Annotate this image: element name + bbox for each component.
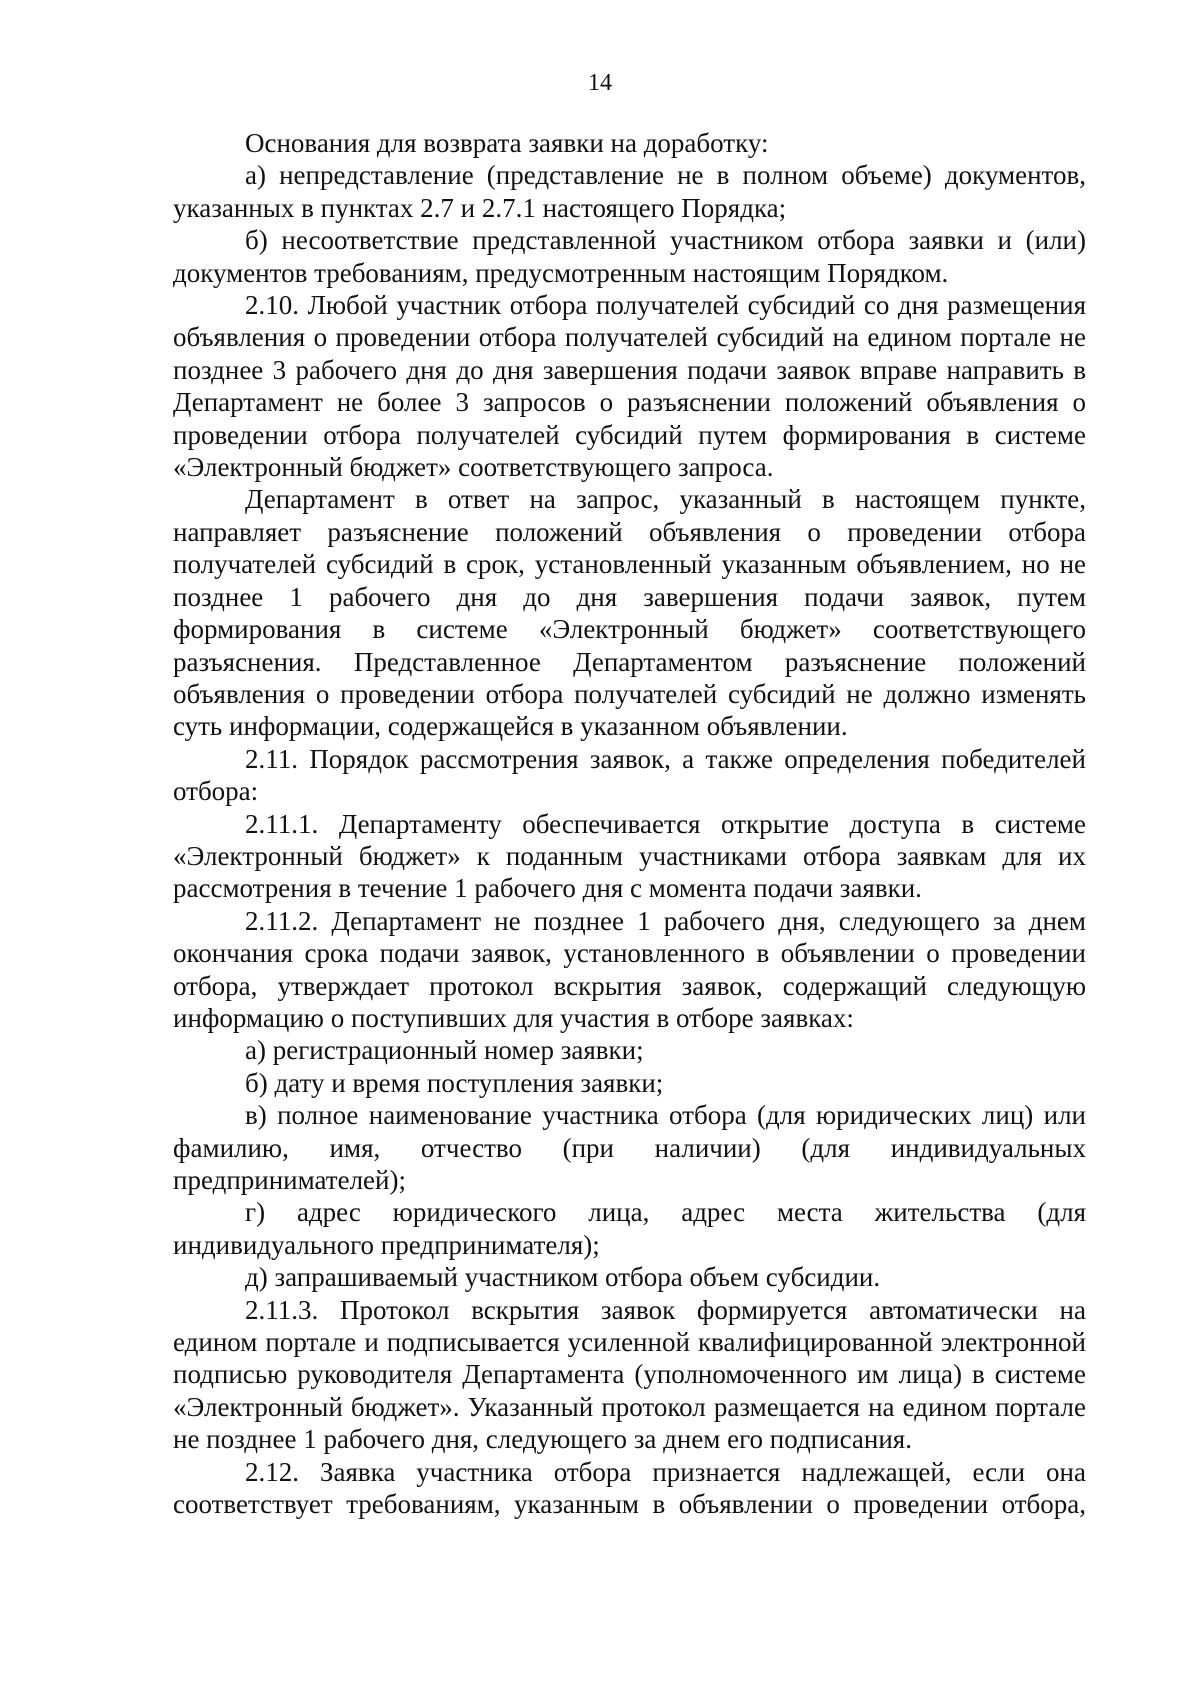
paragraph-2-10: 2.10. Любой участник отбора получателей субсидий со дня размещения объявления о проведении отбора получателей субсидий на едином портале не позднее 3 рабочего дня до дня завершения подачи заявок вправе направить в Департамент не более 3 запросов о разъяснении положений объявления о проведении отбора получателей субсидий путем формирования в системе «Электронный бюджет» соответствующего запроса.: [173, 290, 1086, 483]
list-item-b-date-time: б) дату и время поступления заявки;: [245, 1067, 664, 1098]
paragraph-2-11-1: 2.11.1. Департаменту обеспечивается открытие доступа в системе «Электронный бюджет» к поданным участниками отбора заявкам для их рассмотрения в течение 1 рабочего дня с момента подачи заявки.: [173, 808, 1086, 904]
paragraph-item-b-noncompliance: б) несоответствие представленной участником отбора заявки и (или) документов требованиям, предусмотренным настоящим Порядком.: [173, 225, 1086, 288]
paragraph-2-11-2: 2.11.2. Департамент не позднее 1 рабочего дня, следующего за днем окончания срока подачи заявок, установленного в объявлении о проведении отбора, утверждает протокол вскрытия заявок, содержащий следующую информацию о поступивших для участия в отборе заявках:: [173, 905, 1086, 1033]
paragraph-department-response: Департамент в ответ на запрос, указанный в настоящем пункте, направляет разъяснение положений объявления о проведении отбора получателей субсидий в срок, установленный указанным объявлением, но не позднее 1 рабочего дня до дня завершения подачи заявок, путем формирования в системе «Электронный бюджет» соответствующего разъяснения. Представленное Департаментом разъяснение положений объявления о проведении отбора получателей субсидий не должно изменять суть информации, содержащейся в указанном объявлении.: [173, 484, 1086, 742]
list-item-e-subsidy-amount: д) запрашиваемый участником отбора объем субсидии.: [245, 1262, 881, 1293]
list-item-c-full-name: в) полное наименование участника отбора (для юридических лиц) или фамилию, имя, отчество (при наличии) (для индивидуальных предпринимателей);: [173, 1100, 1086, 1195]
paragraph-2-11: 2.11. Порядок рассмотрения заявок, а также определения победителей отбора:: [173, 743, 1086, 807]
paragraph-2-11-3: 2.11.3. Протокол вскрытия заявок формируется автоматически на едином портале и подписывается усиленной квалифицированной электронной подписью руководителя Департамента (уполномоченного им лица) в системе «Электронный бюджет». Указанный протокол размещается на едином портале не позднее 1 рабочего дня, следующего за днем его подписания.: [173, 1294, 1086, 1455]
paragraph-2-12: 2.12. Заявка участника отбора признается надлежащей, если она соответствует требованиям, указанным в объявлении о проведении отбора,: [173, 1456, 1086, 1520]
document-body: [173, 127, 1086, 1520]
page-number: 14: [588, 70, 612, 96]
list-item-a-registration-number: а) регистрационный номер заявки;: [245, 1035, 644, 1066]
paragraph-return-grounds: Основания для возврата заявки на доработку:: [245, 128, 769, 158]
paragraph-item-a-documents: а) непредставление (представление не в полном объеме) документов, указанных в пунктах 2.7 и 2.7.1 настоящего Порядка;: [173, 160, 1086, 223]
list-item-d-address: г) адрес юридического лица, адрес места жительства (для индивидуального предпринимателя);: [173, 1197, 1086, 1260]
